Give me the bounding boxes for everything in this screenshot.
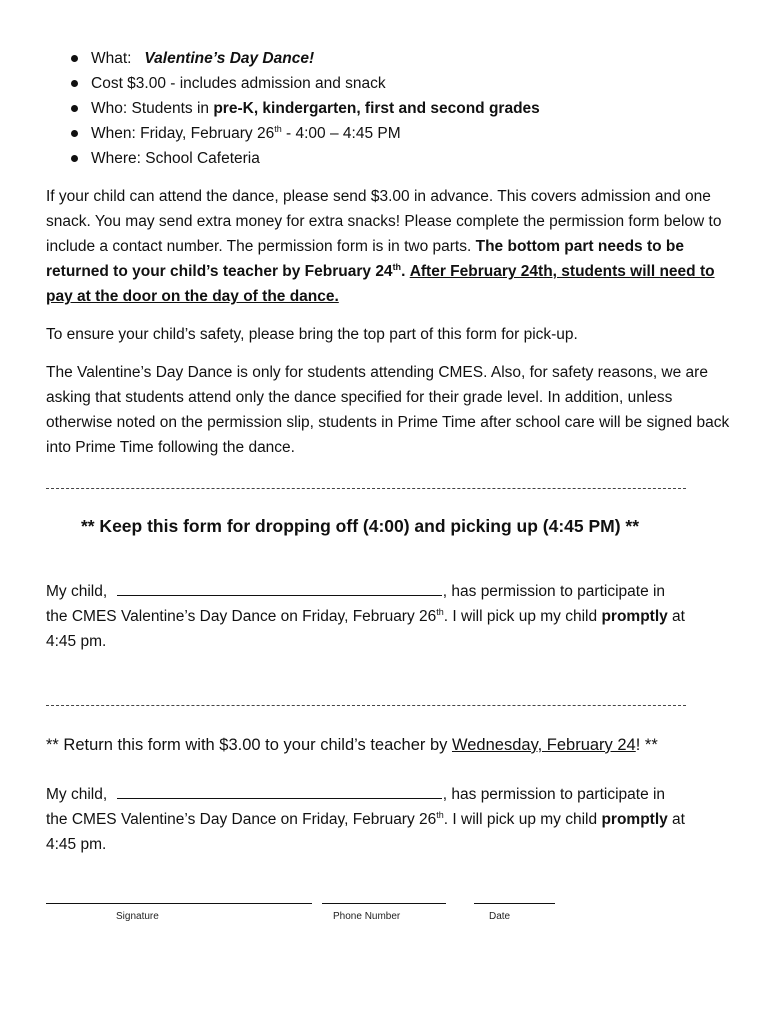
list-item-cost: Cost $3.00 - includes admission and snack [46, 71, 540, 96]
intro-paragraph: If your child can attend the dance, please send $3.00 in advance. This covers admission and one snack. You may send extra money for extra snacks! Please complete the permission form below to include a contact number. The permission form is in two parts. The bottom part needs to be returned to your child’s teacher by February 24th. After February 24th, students will need to pay at the door on the day of the dance. [46, 188, 722, 305]
top-form-heading: ** Keep this form for dropping off (4:00) and picking up (4:45 PM) ** [80, 516, 640, 536]
list-item-when: When: Friday, February 26th - 4:00 – 4:45 PM [46, 121, 540, 146]
list-item-where: Where: School Cafeteria [46, 146, 540, 171]
bullet-icon [71, 130, 78, 137]
bottom-permission-form: My child, , has permission to participate in the CMES Valentine’s Day Dance on Friday, February 26th. I will pick up my child promptly at 4:45 pm. [46, 786, 685, 853]
phone-number-label: Phone Number [333, 911, 401, 922]
signature-field[interactable] [46, 903, 312, 904]
event-name: Valentine’s Day Dance! [144, 50, 315, 67]
list-item-what: What: Valentine’s Day Dance! [46, 46, 540, 71]
child-name-field[interactable] [117, 784, 442, 799]
safety-paragraph: To ensure your child’s safety, please bring the top part of this form for pick-up. [46, 326, 578, 343]
cut-line-divider [46, 488, 686, 489]
signature-label: Signature [116, 911, 159, 922]
list-item-who: Who: Students in pre-K, kindergarten, first and second grades [46, 96, 540, 121]
bullet-icon [71, 105, 78, 112]
cut-line-divider [46, 705, 686, 706]
bullet-icon [71, 155, 78, 162]
bullet-icon [71, 80, 78, 87]
event-details-list [46, 46, 540, 171]
cmes-paragraph: The Valentine’s Day Dance is only for students attending CMES. Also, for safety reasons, we are asking that students attend only the dance specified for their grade level. In addition, unless otherwise noted on the permission slip, students in Prime Time after school care will be signed back into Prime Time following the dance. [46, 364, 730, 456]
date-field[interactable] [474, 903, 555, 904]
date-label: Date [489, 911, 511, 922]
bottom-form-heading: ** Return this form with $3.00 to your child’s teacher by Wednesday, February 24! ** [46, 736, 658, 754]
child-name-field[interactable] [117, 581, 442, 596]
bullet-icon [71, 55, 78, 62]
top-permission-form: My child, , has permission to participate in the CMES Valentine’s Day Dance on Friday, February 26th. I will pick up my child promptly at 4:45 pm. [46, 583, 685, 650]
phone-number-field[interactable] [322, 903, 446, 904]
